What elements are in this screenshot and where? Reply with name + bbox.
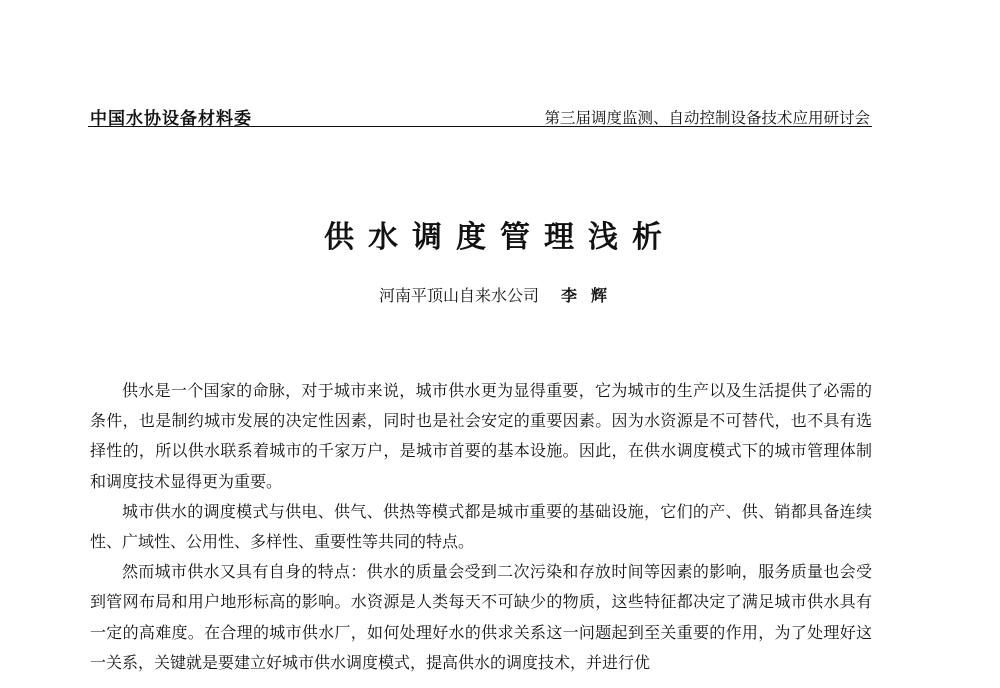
author-name: 李辉 <box>561 286 622 305</box>
author-line <box>0 283 1000 306</box>
body-text <box>90 376 872 678</box>
running-header-left: 中国水协设备材料委 <box>90 109 252 129</box>
paragraph: 城市供水的调度模式与供电、供气、供热等模式都是城市重要的基础设施，它们的产、供、销都具备连续性、广域性、公用性、多样性、重要性等共同的特点。 <box>90 501 872 552</box>
running-header-right: 第三届调度监测、自动控制设备技术应用研讨会 <box>544 109 870 127</box>
paper-title: 供水调度管理浅析 <box>324 220 676 255</box>
header-divider <box>88 126 872 127</box>
paragraph: 然而城市供水又具有自身的特点：供水的质量会受到二次污染和存放时间等因素的影响，服务质量也会受到管网布局和用户地形标高的影响。水资源是人类每天不可缺少的物质，这些特征都决定了满足城市供水具有一定的高难度。在合理的城市供水厂，如何处理好水的供求关系这一问题起到至关重要的作用，为了处理好这一关系，关键就是要建立好城市供水调度模式，提高供水的调度技术，并进行优 <box>90 562 872 672</box>
author-affiliation: 河南平顶山自来水公司 <box>378 286 539 305</box>
paragraph: 供水是一个国家的命脉，对于城市来说，城市供水更为显得重要，它为城市的生产以及生活提供了必需的条件，也是制约城市发展的决定性因素，同时也是社会安定的重要因素。因为水资源是不可替代，也不具有选择性的，所以供水联系着城市的千家万户，是城市首要的基本设施。因此，在供水调度模式下的城市管理体制和调度技术显得更为重要。 <box>90 381 872 491</box>
